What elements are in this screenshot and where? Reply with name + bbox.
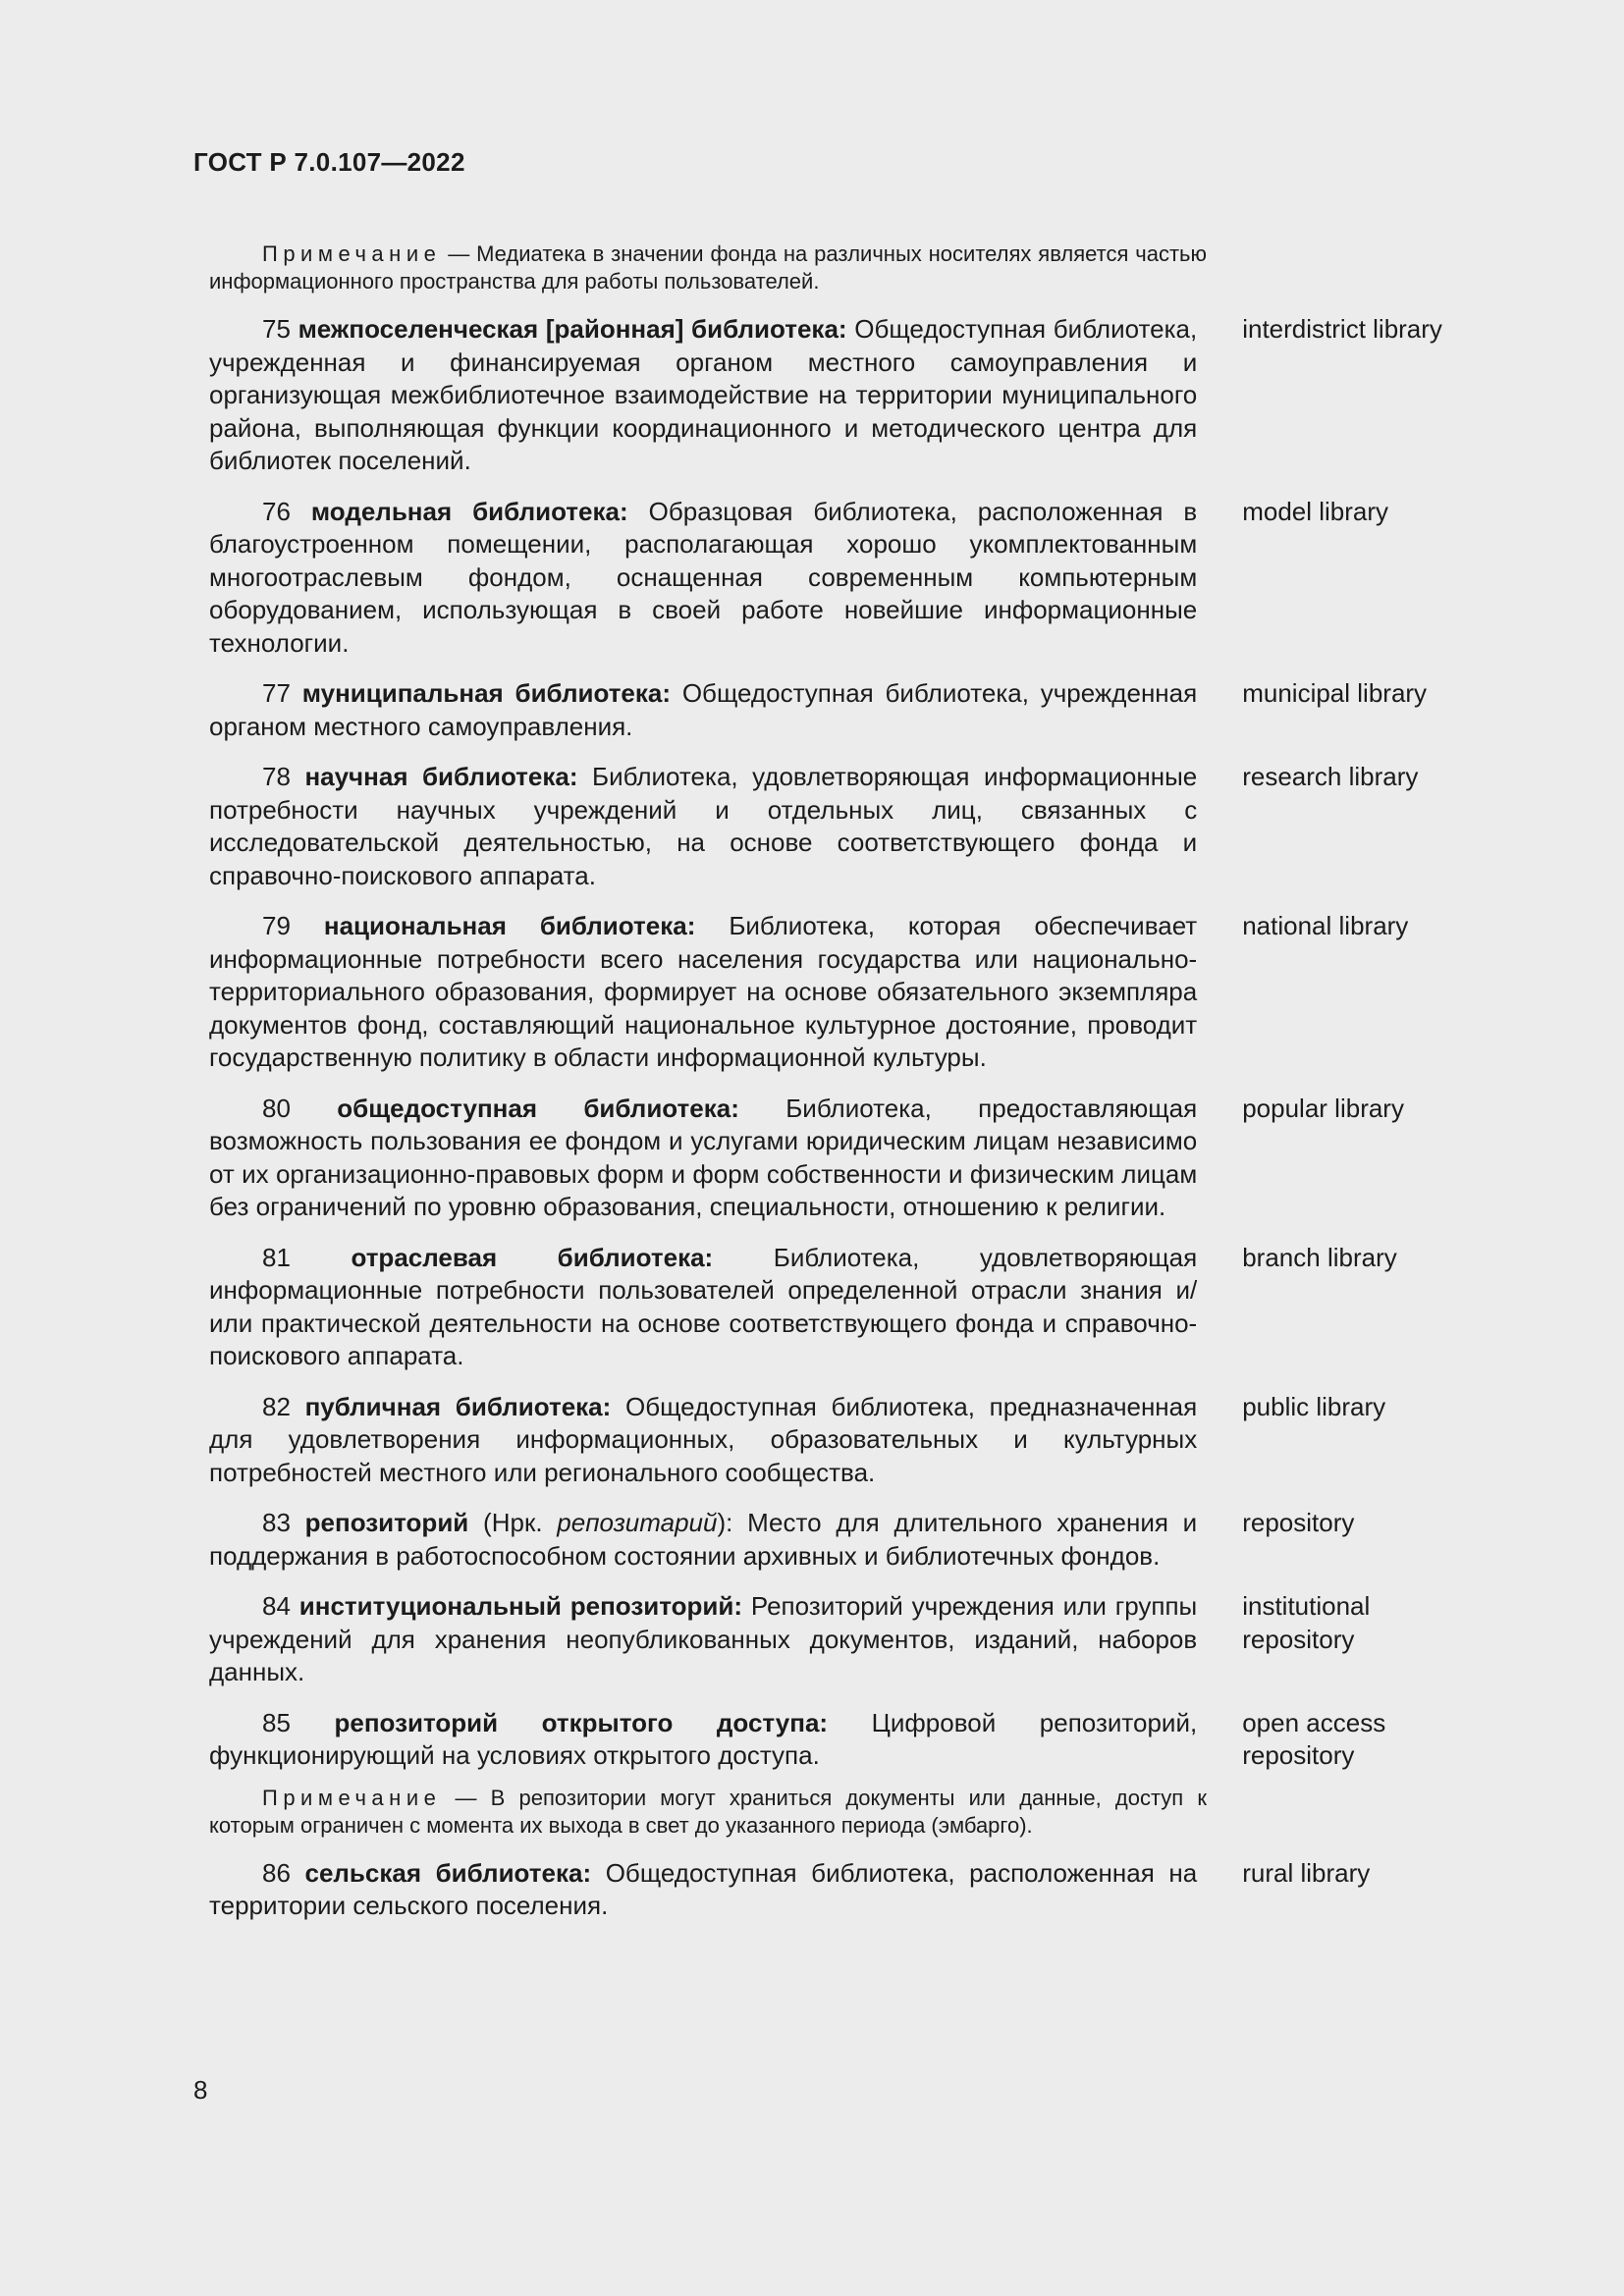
term-number: 79: [262, 911, 291, 940]
term-english: public library: [1242, 1391, 1386, 1421]
term-english: national library: [1242, 911, 1409, 940]
term-definition: [209, 761, 1197, 892]
term-name: муниципальная библиотека:: [301, 678, 672, 708]
term-name: сельская библиотека:: [304, 1857, 592, 1888]
term-english: repository: [1242, 1508, 1355, 1537]
term-name: межпоселенческая [районная] библиотека:: [298, 314, 847, 344]
term-english: institutional repository: [1242, 1591, 1371, 1654]
term-entry-75: [209, 313, 1466, 478]
term-text: Библиотека, удовлетворяющая информационные потребности пользователей определенной отрасли знания и/или практической деятельности на основе соответствующего фонда и справочно-поискового аппарата.: [209, 1242, 1198, 1370]
term-entry-86: [209, 1857, 1466, 1923]
term-synonym: репозитарий: [557, 1508, 718, 1537]
term-name: репозиторий открытого доступа:: [334, 1707, 829, 1737]
term-entry-84: [209, 1590, 1466, 1689]
term-definition: [209, 313, 1197, 478]
term-number: 86: [262, 1857, 291, 1888]
term-text: Библиотека, предоставляющая возможность пользования ее фондом и услугами юридическим лицам независимо от их организационно-правовых форм и форм собственности и физическим лицам без ограничений по уровню образования, специальности, отношению к религии.: [209, 1093, 1198, 1221]
term-entry-82: [209, 1391, 1466, 1490]
term-number: 75: [262, 314, 291, 344]
term-name: общедоступная библиотека:: [337, 1093, 739, 1123]
term-english: research library: [1242, 762, 1419, 791]
term-number: 83: [262, 1508, 291, 1537]
term-text: Цифровой репозиторий, функционирующий на условиях открытого доступа.: [209, 1707, 1198, 1770]
term-entry-78: [209, 761, 1466, 892]
term-definition: [209, 1590, 1197, 1689]
term-english: municipal library: [1242, 678, 1428, 708]
term-entry-83: [209, 1507, 1466, 1573]
term-name: публичная библиотека:: [304, 1391, 612, 1421]
term-text: Библиотека, которая обеспечивает информационные потребности всего населения государства или национально-территориального образования, формирует на основе обязательного экземпляра документов фонд, составляющий национальное культурное достояние, проводит государственную политику в области информационной культуры.: [209, 911, 1198, 1072]
term-definition: [209, 1391, 1197, 1490]
term-english: rural library: [1242, 1857, 1371, 1888]
term-entry-76: [209, 496, 1466, 661]
term-name: отраслевая библиотека:: [351, 1242, 714, 1272]
term-english: model library: [1242, 496, 1389, 526]
term-text: Репозиторий учреждения или группы учреждений для хранения неопубликованных документов, изданий, наборов данных.: [209, 1591, 1198, 1686]
term-number: 85: [262, 1707, 291, 1737]
term-number: 77: [262, 678, 291, 708]
term-number: 82: [262, 1391, 291, 1421]
note-label: Примечание: [262, 241, 442, 266]
term-text: Общедоступная библиотека, расположенная на территории сельского поселения.: [209, 1857, 1198, 1920]
term-text: Место для длительного хранения и поддержания в работоспособном состоянии архивных и библиотечных фондов.: [209, 1508, 1198, 1571]
term-definition: [209, 1707, 1197, 1773]
term-text: Общедоступная библиотека, предназначенная для удовлетворения информационных, образовательных и культурных потребностей местного или регионального сообщества.: [209, 1391, 1198, 1487]
term-definition: 83 репозиторий (Нрк. репозитарий): Место для длительного хранения и поддержания в работоспособном состоянии архивных и библиотечных фондов.: [209, 1508, 1198, 1571]
term-entry-77: [209, 677, 1466, 743]
note-text: Медиатека в значении фонда на различных носителях является частью информационного пространства для работы пользователей.: [209, 241, 1207, 294]
term-name: репозиторий: [304, 1508, 469, 1537]
term-name: модельная библиотека:: [310, 496, 628, 526]
term-name: национальная библиотека:: [323, 911, 696, 940]
term-definition: [209, 1093, 1197, 1224]
term-name: институциональный репозиторий:: [298, 1591, 743, 1621]
term-entry-79: [209, 910, 1466, 1075]
note-label: Примечание: [262, 1785, 442, 1810]
document-header: ГОСТ Р 7.0.107—2022: [193, 147, 465, 177]
term-number: 76: [262, 496, 291, 526]
terms-list: [209, 240, 1466, 1923]
term-definition: [209, 1242, 1197, 1373]
term-english: branch library: [1242, 1242, 1397, 1272]
note-repository: Примечание — В репозитории могут храниться документы или данные, доступ к которым ограничен с момента их выхода в свет до указанного периода (эмбарго).: [209, 1785, 1207, 1838]
note-text: В репозитории могут храниться документы или данные, доступ к которым ограничен с момента их выхода в свет до указанного периода (эмбарго).: [209, 1785, 1207, 1838]
term-entry-85: [209, 1707, 1466, 1773]
term-entry-80: [209, 1093, 1466, 1224]
term-definition: [209, 677, 1197, 743]
term-number: 78: [262, 762, 291, 791]
term-number: 80: [262, 1093, 291, 1123]
term-english: open access repository: [1242, 1707, 1386, 1770]
term-text: Общедоступная библиотека, учрежденная и финансируемая органом местного самоуправления и организующая межбиблиотечное взаимодействие на территории муниципального района, выполняющая функции координационного и методического центра для библиотек поселений.: [209, 314, 1198, 475]
term-definition: [209, 1857, 1197, 1923]
page-number: 8: [193, 2075, 208, 2105]
term-definition: [209, 910, 1197, 1075]
term-number: 81: [262, 1242, 291, 1272]
term-name: научная библиотека:: [304, 762, 578, 791]
note-mediateka: Примечание — Медиатека в значении фонда на различных носителях является частью информационного пространства для работы пользователей.: [209, 241, 1207, 294]
term-text: Библиотека, удовлетворяющая информационные потребности научных учреждений и отдельных лиц, связанных с исследовательской деятельностью, на основе соответствующего фонда и справочно-поискового аппарата.: [209, 762, 1198, 890]
term-number: 84: [262, 1591, 291, 1621]
term-text: Общедоступная библиотека, учрежденная органом местного самоуправления.: [209, 678, 1198, 741]
term-text: Образцовая библиотека, расположенная в благоустроенном помещении, располагающая хорошо укомплектованным многоотраслевым фондом, оснащенная современным компьютерным оборудованием, использующая в своей работе новейшие информационные технологии.: [209, 496, 1198, 658]
term-english: interdistrict library: [1242, 314, 1442, 344]
term-english: popular library: [1242, 1093, 1404, 1123]
term-definition: [209, 496, 1197, 661]
term-entry-81: [209, 1242, 1466, 1373]
